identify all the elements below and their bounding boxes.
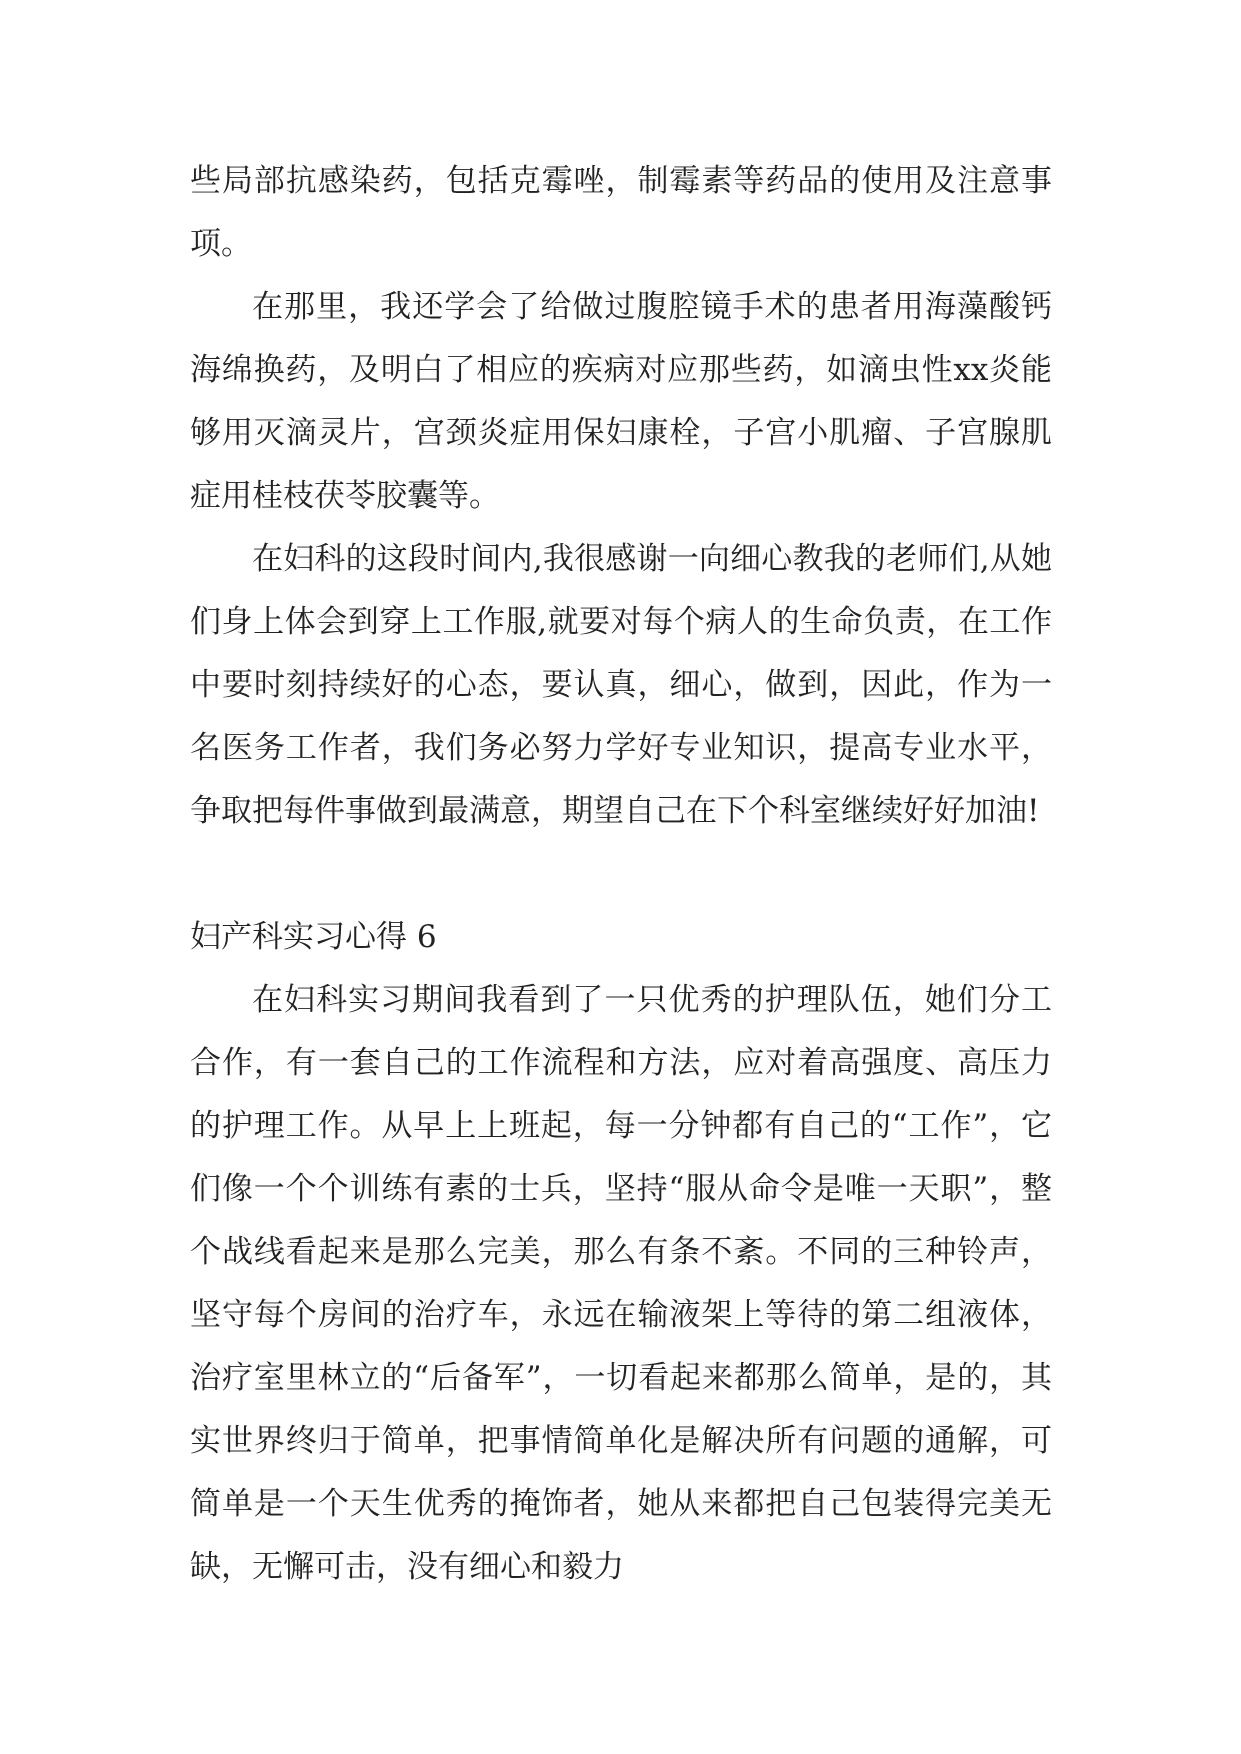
document-body xyxy=(190,150,1052,1599)
paragraph-dressing-change: 在那里，我还学会了给做过腹腔镜手术的患者用海藻酸钙海绵换药，及明白了相应的疾病对应那些药，如滴虫性xx炎能够用灭滴灵片，宫颈炎症用保妇康栓，子宫小肌瘤、子宫腺肌症用桂枝茯苓胶囊等。 xyxy=(190,289,1052,514)
paragraph-nursing-team: 在妇科实习期间我看到了一只优秀的护理队伍，她们分工合作，有一套自己的工作流程和方法，应对着高强度、高压力的护理工作。从早上上班起，每一分钟都有自己的“工作”，它们像一个个训练有素的士兵，坚持“服从命令是唯一天职”，整个战线看起来是那么完美，那么有条不紊。不同的三种铃声，坚守每个房间的治疗车，永远在输液架上等待的第二组液体，治疗室里林立的“后备军”，一切看起来都那么简单，是的，其实世界终归于简单，把事情简单化是解决所有问题的通解，可简单是一个天生优秀的掩饰者，她从来都把自己包装得完美无缺，无懈可击，没有细心和毅力 xyxy=(190,982,1052,1585)
section-heading: 妇产科实习心得 6 xyxy=(190,919,437,955)
paragraph-gratitude: 在妇科的这段时间内,我很感谢一向细心教我的老师们,从她们身上体会到穿上工作服,就要对每个病人的生命负责，在工作中要时刻持续好的心态，要认真，细心，做到，因此，作为一名医务工作者，我们务必努力学好专业知识，提高专业水平，争取把每件事做到最满意，期望自己在下个科室继续好好加油! xyxy=(190,541,1052,829)
paragraph-continued: 些局部抗感染药，包括克霉唑，制霉素等药品的使用及注意事项。 xyxy=(190,163,1052,262)
